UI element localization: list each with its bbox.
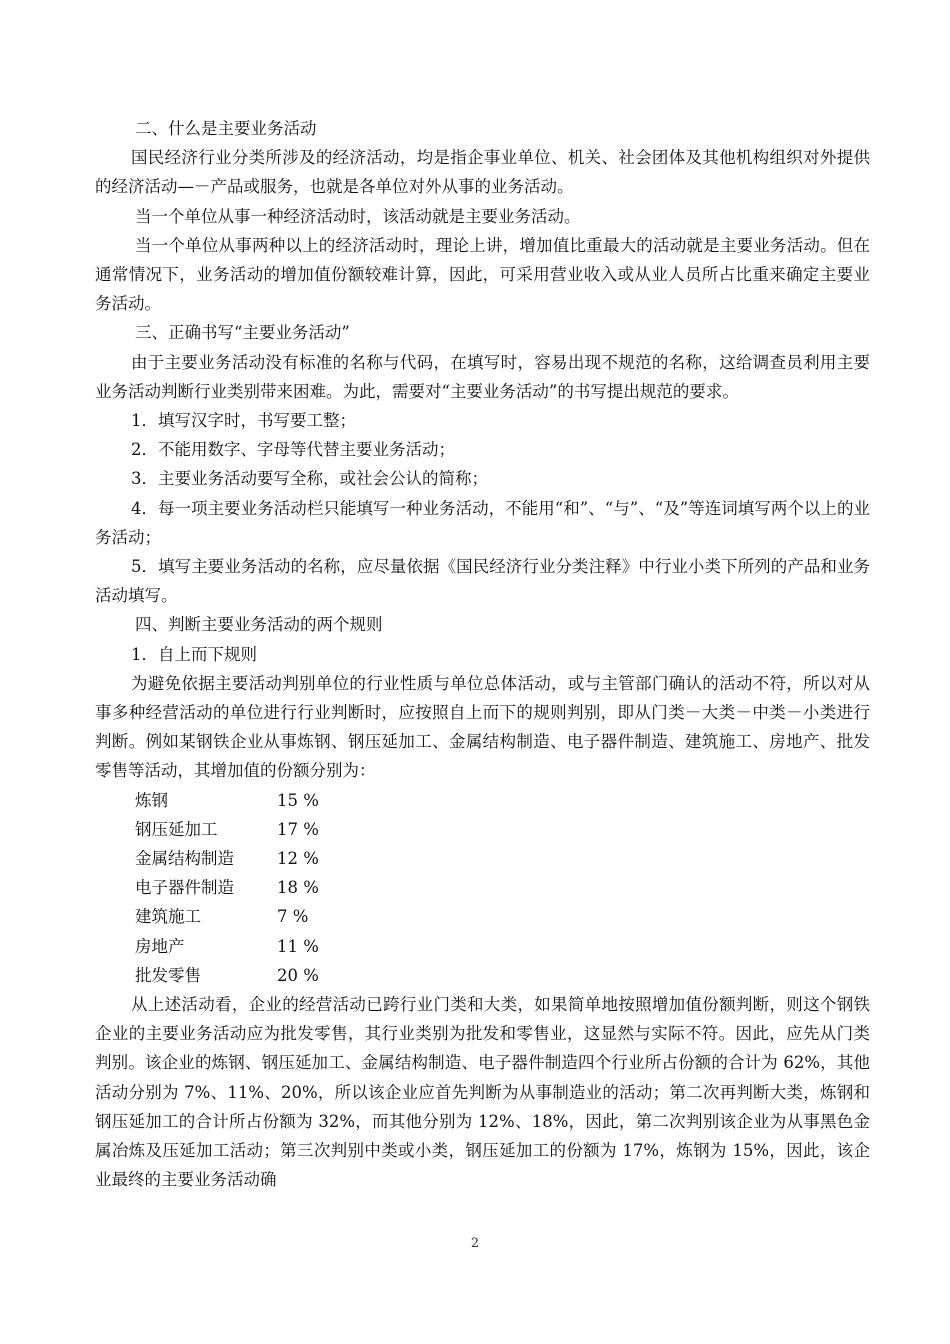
activity-name: 炼钢 <box>135 790 168 810</box>
activity-share-table <box>95 786 870 990</box>
paragraph: 2．不能用数字、字母等代替主要业务活动； <box>131 440 455 460</box>
paragraph: 四、判断主要业务活动的两个规则 <box>135 615 383 635</box>
paragraph: 从上述活动看，企业的经营活动已跨行业门类和大类，如果简单地按照增加值份额判断，则这个钢铁企业的主要业务活动应为批发零售，其行业类别为批发和零售业，这显然与实际不符。因此，应先从门类判别。该企业的炼钢、钢压延加工、金属结构制造、电子器件制造四个行业所占份额的合计为 62%，其他活动分别为 7%、11%、20%，所以该企业应首先判断为从事制造业的活动；第二次再判断大类，炼钢和钢压延加工的合计所占份额为 32%，而其他分别为 12%、18%，因此，第二次判别该企业为从事黑色金属冶炼及压延加工活动；第三次判别中类或小类，钢压延加工的份额为 17%，炼钢为 15%，因此，该企业最终的主要业务活动确 <box>95 994 870 1190</box>
paragraph: 当一个单位从事一种经济活动时，该活动就是主要业务活动。 <box>135 206 581 226</box>
paragraphs-top <box>95 114 870 786</box>
activity-name: 钢压延加工 <box>135 819 218 839</box>
table-row <box>135 932 870 961</box>
activity-share: 18 % <box>277 878 319 898</box>
paragraph: 4．每一项主要业务活动栏只能填写一种业务活动，不能用“和”、“与”、“及”等连词填写两个以上的业务活动； <box>95 498 870 547</box>
table-row <box>135 815 870 844</box>
table-row <box>135 786 870 815</box>
paragraph: 二、什么是主要业务活动 <box>135 119 317 138</box>
activity-share: 7 % <box>277 907 309 927</box>
activity-name: 金属结构制造 <box>135 849 234 869</box>
paragraph: 1．自上而下规则 <box>131 644 257 664</box>
activity-share: 20 % <box>277 965 319 985</box>
paragraph: 1．填写汉字时，书写要工整； <box>131 411 356 431</box>
activity-name: 批发零售 <box>135 965 201 985</box>
activity-name: 建筑施工 <box>135 907 201 927</box>
paragraph: 为避免依据主要活动判别单位的行业性质与单位总体活动，或与主管部门确认的活动不符，所以对从事多种经营活动的单位进行行业判断时，应按照自上而下的规则判别，即从门类－大类－中类－小类进行判断。例如某钢铁企业从事炼钢、钢压延加工、金属结构制造、电子器件制造、建筑施工、房地产、批发零售等活动，其增加值的份额分别为： <box>95 673 870 781</box>
activity-name: 房地产 <box>135 936 185 956</box>
paragraph: 3．主要业务活动要写全称，或社会公认的简称； <box>131 469 488 489</box>
document-body <box>95 114 870 1194</box>
activity-name: 电子器件制造 <box>135 878 234 898</box>
activity-share: 11 % <box>277 936 319 956</box>
page-number: 2 <box>470 1236 480 1251</box>
table-row <box>135 902 870 931</box>
activity-share: 12 % <box>277 849 319 869</box>
paragraph: 三、正确书写“主要业务活动” <box>135 323 350 343</box>
table-row <box>135 844 870 873</box>
paragraph: 国民经济行业分类所涉及的经济活动，均是指企事业单位、机关、社会团体及其他机构组织对外提供的经济活动—－产品或服务，也就是各单位对外从事的业务活动。 <box>95 148 870 197</box>
paragraph: 由于主要业务活动没有标准的名称与代码，在填写时，容易出现不规范的名称，这给调查员利用主要业务活动判断行业类别带来困难。为此，需要对“主要业务活动”的书写提出规范的要求。 <box>95 352 870 401</box>
table-row <box>135 961 870 990</box>
activity-share: 15 % <box>277 790 319 810</box>
paragraphs-bottom <box>95 990 870 1194</box>
activity-share: 17 % <box>277 819 319 839</box>
paragraph: 5．填写主要业务活动的名称，应尽量依据《国民经济行业分类注释》中行业小类下所列的产品和业务活动填写。 <box>95 557 870 606</box>
table-row <box>135 873 870 902</box>
paragraph: 当一个单位从事两种以上的经济活动时，理论上讲，增加值比重最大的活动就是主要业务活动。但在通常情况下，业务活动的增加值份额较难计算，因此，可采用营业收入或从业人员所占比重来确定主要业务活动。 <box>95 235 870 314</box>
